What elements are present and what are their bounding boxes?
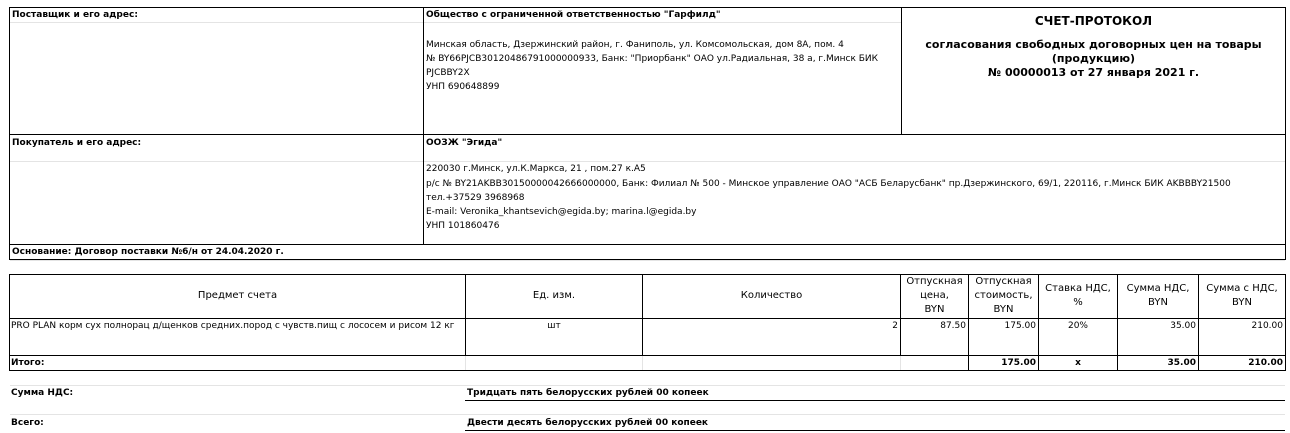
vat-sum-words: Тридцать пять белорусских рублей 00 копеек (467, 388, 709, 398)
supplier-address: Минская область, Дзержинский район, г. Фаниполь, ул. Комсомольская, дом 8А, пом. 4 (426, 40, 844, 50)
buyer-address: 220030 г.Минск, ул.К.Маркса, 21 , пом.27 к.А5 (426, 164, 646, 174)
col-subject: Предмет счета (197, 290, 278, 301)
buyer-bank: р/с № BY21AKBB30150000042666000000, Банк: Филиал № 500 - Минское управление ОАО "АСБ Беларусбанк" пр.Дзержинского, 69/1, 220116, г.Минск БИК AKBBBY21500 (426, 179, 1231, 189)
supplier-name: Общество с ограниченной ответственностью "Гарфилд" (426, 10, 721, 20)
basis-line: Основание: Договор поставки №6/н от 24.04.2020 г. (12, 247, 284, 257)
row-vat-sum: 35.00 (1170, 321, 1196, 331)
supplier-label: Поставщик и его адрес: (12, 10, 138, 20)
doc-title: СЧЕТ-ПРОТОКОЛ (1034, 14, 1153, 28)
totals-total: 210.00 (1248, 358, 1283, 368)
buyer-name: ООЗЖ "Эгида" (426, 138, 503, 148)
supplier-bic: PJCBBY2X (426, 68, 470, 78)
buyer-email: E-mail: Veronika_khantsevich@egida.by; marina.l@egida.by (426, 207, 697, 217)
totals-cost: 175.00 (1001, 358, 1036, 368)
buyer-phone: тел.+37529 3968968 (426, 193, 525, 203)
row-price: 87.50 (940, 321, 966, 331)
row-subject: PRO PLAN корм сух полнорац д/щенков средних.пород с чувств.пищ с лососем и рисом 12 кг (11, 321, 455, 331)
buyer-unp: УНП 101860476 (426, 221, 500, 231)
row-unit: шт (547, 321, 561, 331)
total-label: Всего: (11, 418, 44, 428)
buyer-label: Покупатель и его адрес: (12, 138, 142, 148)
doc-subtitle: согласования свободных договорных цен на товары (925, 38, 1262, 51)
total-words: Двести десять белорусских рублей 00 копеек (467, 418, 709, 428)
vat-sum-label: Сумма НДС: (11, 388, 74, 398)
col-qty: Количество (740, 290, 803, 301)
row-qty: 2 (892, 321, 898, 331)
doc-subtitle-2: (продукцию) (1051, 52, 1136, 65)
col-unit: Ед. изм. (532, 290, 576, 301)
supplier-unp: УНП 690648899 (426, 82, 500, 92)
totals-label: Итого: (11, 358, 45, 368)
row-cost: 175.00 (1004, 321, 1036, 331)
row-vat-rate: 20% (1067, 321, 1088, 331)
row-total: 210.00 (1251, 321, 1283, 331)
totals-vat-sum: 35.00 (1167, 358, 1196, 368)
doc-number: № 00000013 от 27 января 2021 г. (987, 66, 1200, 79)
supplier-bank: № BY66PJCB30120486791000000933, Банк: "Приорбанк" ОАО ул.Радиальная, 38 а, г.Минск БИК (426, 54, 879, 64)
totals-vat-rate: x (1075, 358, 1081, 368)
